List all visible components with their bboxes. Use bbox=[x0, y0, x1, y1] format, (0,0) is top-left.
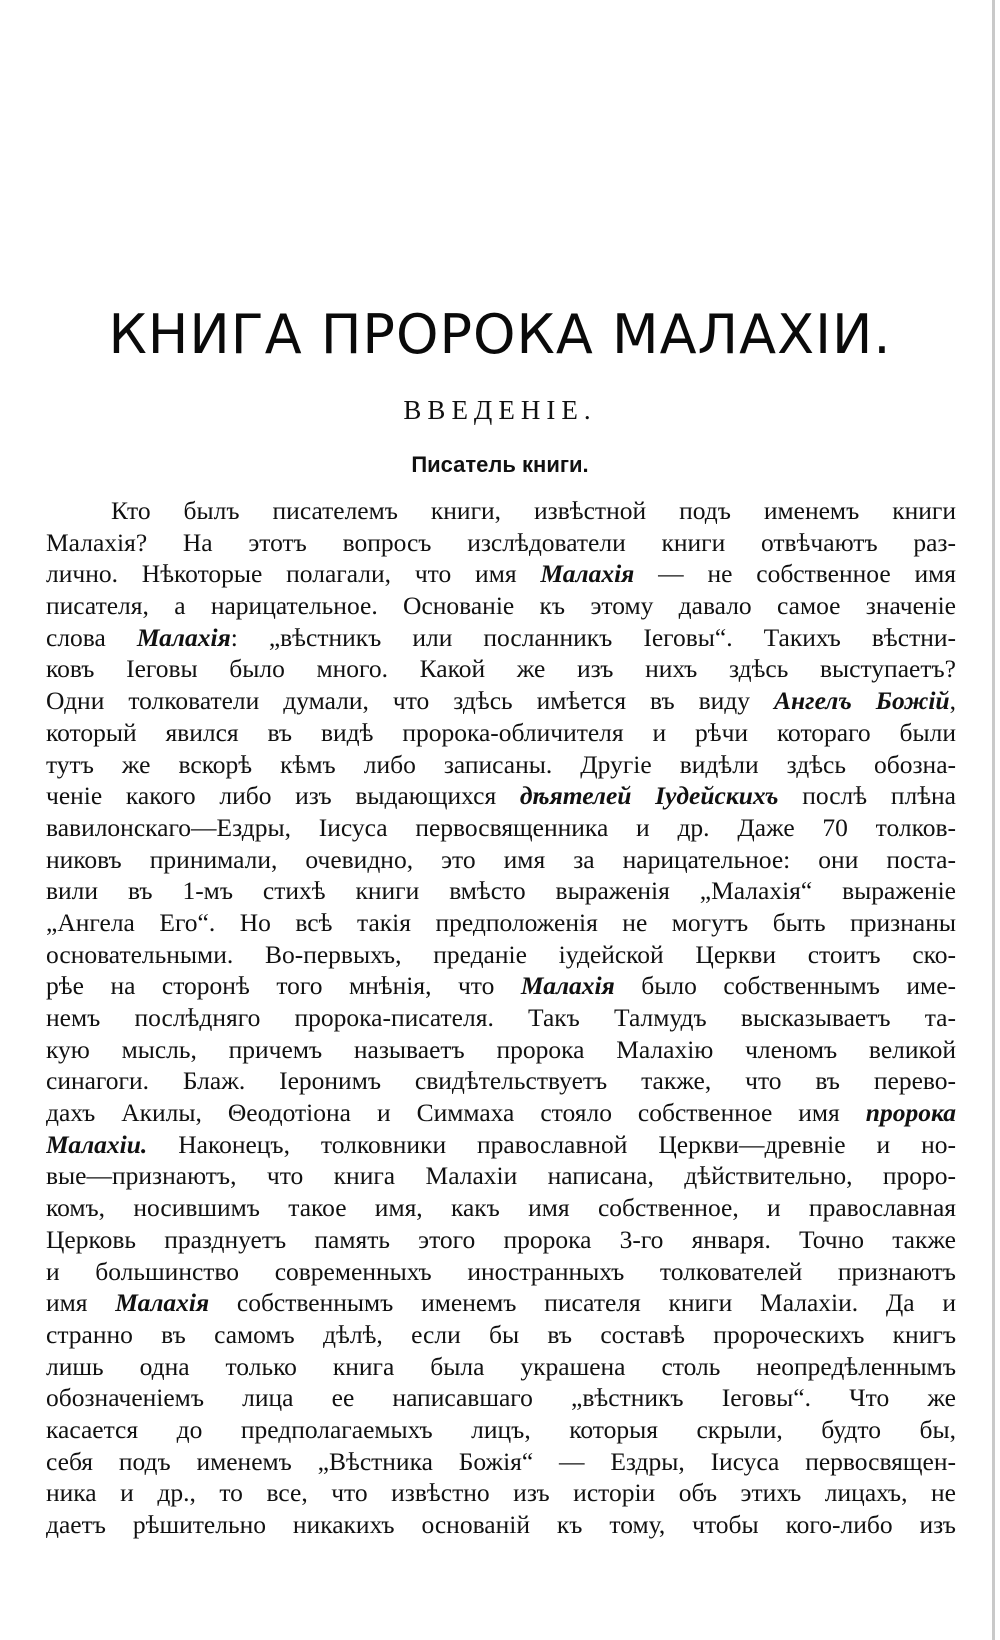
text-segment: лично. Нѣкоторые полагали, что имя bbox=[46, 559, 541, 589]
text-segment: немъ послѣдняго пророка-писателя. Такъ Талмудъ высказываетъ та- bbox=[46, 1003, 956, 1032]
text-line bbox=[46, 844, 956, 876]
text-segment: Одни толкователи думали, что здѣсь имѣется въ виду bbox=[46, 686, 774, 716]
text-line bbox=[46, 685, 956, 717]
text-line bbox=[46, 495, 956, 527]
text-line bbox=[46, 1002, 956, 1034]
text-segment: вавилонскаго—Ездры, Iисуса первосвященника и др. Даже 70 толков- bbox=[46, 812, 956, 842]
text-segment: комъ, носившимъ такое имя, какъ имя собственное, и православная bbox=[46, 1193, 956, 1223]
text-segment: Церковь празднуетъ память этого пророка 3-го января. Точно также bbox=[46, 1224, 956, 1254]
text-segment: кую мысль, причемъ называетъ пророка Малахiю членомъ великой bbox=[46, 1034, 956, 1064]
text-segment: и большинство современныхъ иностранныхъ толкователей признаютъ bbox=[46, 1256, 956, 1286]
text-line bbox=[46, 780, 956, 812]
text-line bbox=[46, 907, 956, 939]
italic-term: Малахiя bbox=[540, 559, 635, 589]
text-segment: Наконецъ, толковники православной Церкви—древнiе и но- bbox=[147, 1129, 956, 1159]
text-segment: синагоги. Блаж. Iеронимъ свидѣтельствуетъ также, что въ перево- bbox=[46, 1066, 956, 1096]
text-segment: касается до предполагаемыхъ лицъ, которыя скрыли, будто бы, bbox=[46, 1414, 956, 1444]
text-line bbox=[46, 1319, 956, 1351]
text-line bbox=[46, 1287, 956, 1319]
body-text bbox=[46, 495, 956, 1541]
text-line bbox=[46, 939, 956, 971]
text-line bbox=[46, 1034, 956, 1066]
text-segment: тутъ же вскорѣ кѣмъ либо записаны. Другiе видѣли здѣсь обозна- bbox=[46, 749, 956, 779]
text-line bbox=[46, 1065, 956, 1097]
text-segment: основательными. Во-первыхъ, преданiе iудейской Церкви стоитъ ско- bbox=[46, 939, 956, 969]
text-segment: который явился въ видѣ пророка-обличителя и рѣчи котораго были bbox=[46, 717, 956, 747]
text-line bbox=[46, 1192, 956, 1224]
text-segment: : „вѣстникъ или посланникъ Iеговы“. Такихъ вѣстни- bbox=[230, 622, 956, 652]
text-segment: ковъ Iеговы было много. Какой же изъ нихъ здѣсь выступаетъ? bbox=[46, 654, 956, 684]
italic-term: Малахiя bbox=[115, 1288, 210, 1318]
text-line bbox=[46, 1129, 956, 1161]
text-segment: даетъ рѣшительно никакихъ основанiй къ тому, чтобы кого-либо изъ bbox=[46, 1510, 956, 1539]
italic-term: Малахiи. bbox=[46, 1129, 148, 1159]
text-line bbox=[46, 622, 956, 654]
text-line bbox=[46, 970, 956, 1002]
text-line bbox=[46, 590, 956, 622]
introduction-heading: ВВЕДЕНIЕ. bbox=[403, 395, 597, 425]
text-line bbox=[46, 1351, 956, 1383]
text-segment: Малахiя? На этотъ вопросъ изслѣдователи книги отвѣчаютъ раз- bbox=[46, 527, 956, 557]
text-segment: вые—признаютъ, что книга Малахiи написана, дѣйствительно, проро- bbox=[46, 1161, 956, 1191]
text-line bbox=[46, 1224, 956, 1256]
text-segment: имя bbox=[46, 1288, 116, 1318]
text-line bbox=[46, 812, 956, 844]
italic-term: Малахiя bbox=[520, 971, 615, 1001]
text-segment: было собственнымъ име- bbox=[614, 971, 956, 1001]
text-segment: слова bbox=[46, 622, 137, 652]
text-segment: рѣе на сторонѣ того мнѣнiя, что bbox=[46, 971, 521, 1001]
text-segment: дахъ Акилы, Θеодотiона и Симмаха стояло собственное имя bbox=[46, 1098, 866, 1128]
text-line bbox=[46, 527, 956, 559]
text-line bbox=[46, 1509, 956, 1541]
text-segment: ченiе какого либо изъ выдающихся bbox=[46, 781, 520, 811]
text-segment: ника и др., то все, что извѣстно изъ исторiи объ этихъ лицахъ, не bbox=[46, 1478, 956, 1508]
text-segment: никовъ принимали, очевидно, это имя за нарицательное: они поста- bbox=[46, 844, 956, 874]
text-line bbox=[46, 1414, 956, 1446]
page-edge-divider bbox=[992, 0, 995, 1640]
text-segment: писателя, а нарицательное. Основанiе къ этому давало самое значенiе bbox=[46, 591, 956, 621]
text-line bbox=[46, 749, 956, 781]
text-line bbox=[46, 1382, 956, 1414]
text-segment: странно въ самомъ дѣлѣ, если бы въ составѣ пророческихъ книгъ bbox=[46, 1319, 956, 1349]
text-segment: , bbox=[949, 686, 956, 716]
text-segment: собственнымъ именемъ писателя книги Малахiи. Да и bbox=[209, 1288, 956, 1318]
text-segment: „Ангела Его“. Но всѣ такiя предположенiя не могутъ быть признаны bbox=[46, 907, 956, 937]
text-line bbox=[46, 558, 956, 590]
text-line bbox=[46, 1446, 956, 1478]
text-line bbox=[46, 875, 956, 907]
book-title: КНИГА ПРОРОКА МАЛАХIИ. bbox=[108, 303, 892, 366]
text-line bbox=[46, 717, 956, 749]
text-line bbox=[46, 1097, 956, 1129]
text-segment: лишь одна только книга была украшена столь неопредѣленнымъ bbox=[46, 1351, 956, 1381]
section-heading: Писатель книги. bbox=[411, 452, 589, 477]
text-line bbox=[46, 1256, 956, 1288]
text-segment: — не собственное имя bbox=[634, 559, 956, 589]
text-segment: послѣ плѣна bbox=[778, 781, 956, 811]
text-segment: вили въ 1-мъ стихѣ книги вмѣсто выраженiя „Малахiя“ выраженiе bbox=[46, 876, 956, 906]
text-line bbox=[46, 1477, 956, 1509]
text-line bbox=[46, 1160, 956, 1192]
text-segment: обозначенiемъ лица ее написавшаго „вѣстникъ Iеговы“. Что же bbox=[46, 1383, 956, 1413]
text-line bbox=[46, 653, 956, 685]
text-segment: себя подъ именемъ „Вѣстника Божiя“ — Ездры, Iисуса первосвящен- bbox=[46, 1446, 956, 1476]
italic-term: дѣятелей Iудейскихъ bbox=[519, 781, 779, 811]
italic-term: Малахiя bbox=[136, 622, 231, 652]
italic-term: Ангелъ Божiй bbox=[774, 686, 950, 716]
italic-term: пророка bbox=[865, 1098, 956, 1128]
text-segment: Кто былъ писателемъ книги, извѣстной подъ именемъ книги bbox=[111, 496, 956, 525]
